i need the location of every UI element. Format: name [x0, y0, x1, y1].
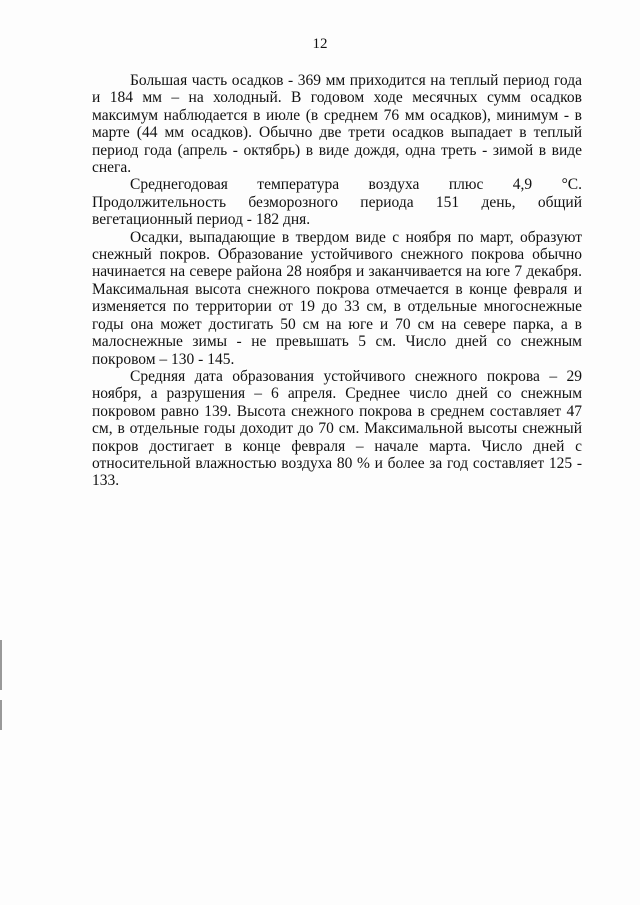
body-text [92, 72, 582, 490]
scan-edge-mark [0, 640, 2, 690]
paragraph-snow-dates: Средняя дата образования устойчивого снежного покрова – 29 ноября, а разрушения – 6 апреля. Среднее число дней со снежным покровом равно 139. Высота снежного покрова в среднем составляет 47 см, в отдельные годы доходит до 70 см. Максимальной высоты снежный покров достигает в конце февраля – начале марта. Число дней с относительной влажностью воздуха 80 % и более за год составляет 125 - 133. [92, 367, 582, 490]
paragraph-precipitation: Большая часть осадков - 369 мм приходится на теплый период года и 184 мм – на холодный. В годовом ходе месячных сумм осадков максимум наблюдается в июле (в среднем 76 мм осадков), минимум - в марте (44 мм осадков). Обычно две трети осадков выпадает в теплый период года (апрель - октябрь) в виде дождя, одна треть - зимой в виде снега. [92, 72, 582, 177]
paragraph-snow-cover: Осадки, выпадающие в твердом виде с ноября по март, образуют снежный покров. Образование устойчивого снежного покрова обычно начинается на севере района 28 ноября и заканчивается на юге 7 декабря. Максимальная высота снежного покрова отмечается в конце февраля и изменяется по территории от 19 до 33 см, в отдельные многоснежные годы она может достигать 50 см на юге и 70 см на севере парка, а в малоснежные зимы - не превышать 5 см. Число дней со снежным покровом – 130 - 145. [92, 228, 582, 368]
paragraph-temperature: Среднегодовая температура воздуха плюс 4,9 °С. Продолжительность безморозного периода 151 день, общий вегетационный период - 182 дня. [92, 176, 582, 229]
scan-edge-mark [0, 700, 2, 730]
page-number: 12 [312, 36, 328, 52]
